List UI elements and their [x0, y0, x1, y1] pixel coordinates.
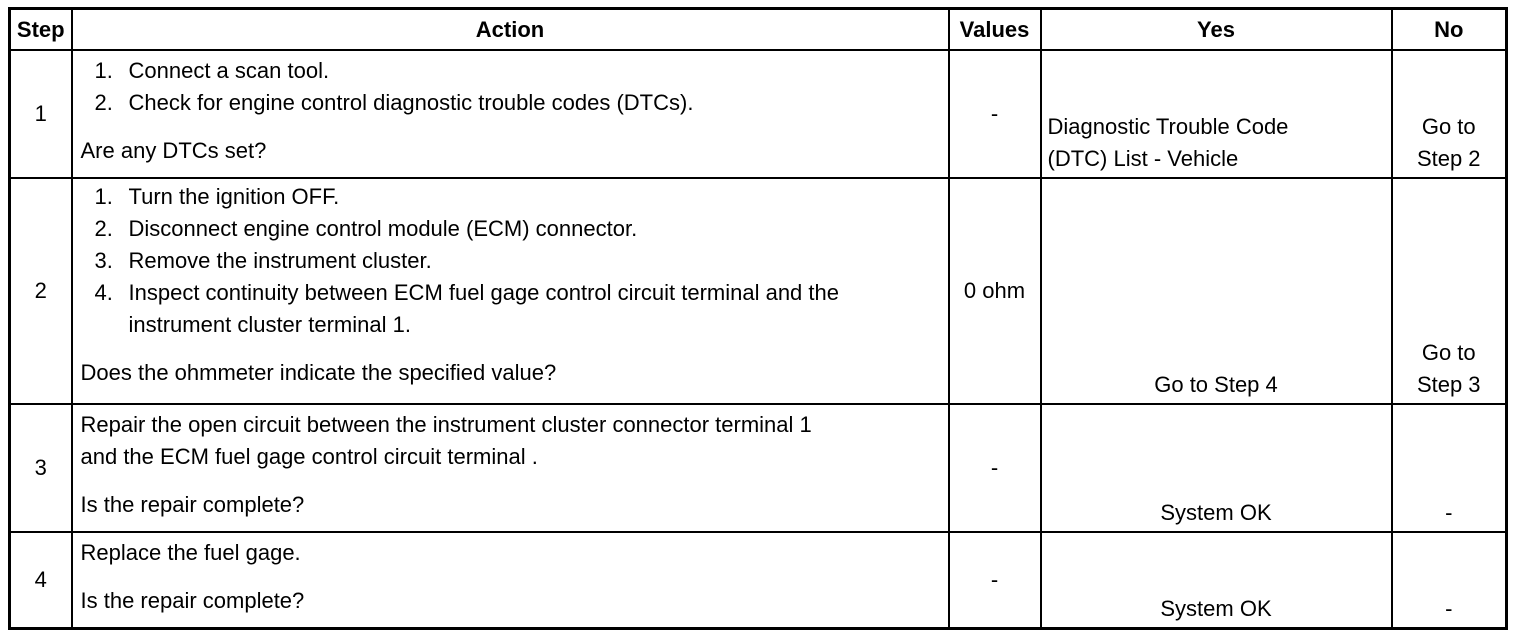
header-step: Step [10, 9, 72, 51]
step-number: 1 [10, 50, 72, 178]
step-number: 4 [10, 532, 72, 628]
header-action: Action [72, 9, 949, 51]
table-row [10, 532, 1507, 628]
action-steps [81, 55, 948, 119]
no-link-line[interactable]: Go to [1421, 114, 1476, 139]
table-row [10, 178, 1507, 404]
header-no: No [1392, 9, 1507, 51]
no-cell: - [1392, 404, 1507, 532]
action-step: 3. Remove the instrument cluster. [94, 248, 432, 273]
no-link-line[interactable]: Go to [1421, 340, 1476, 365]
action-step: 1. Connect a scan tool. [94, 58, 330, 83]
header-row [10, 9, 1507, 51]
action-step: 2. Disconnect engine control module (ECM) connector. [94, 216, 638, 241]
values-cell: - [949, 50, 1041, 178]
action-cell [72, 404, 949, 532]
action-text-line: Replace the fuel gage. [80, 540, 301, 565]
action-question: Does the ohmmeter indicate the specified value? [80, 360, 557, 385]
header-yes: Yes [1041, 9, 1392, 51]
yes-cell[interactable] [1041, 50, 1392, 178]
action-text-line: and the ECM fuel gage control circuit terminal . [80, 444, 538, 469]
no-link-line[interactable]: Step 2 [1416, 146, 1481, 171]
yes-link-line[interactable]: (DTC) List - Vehicle [1047, 146, 1239, 171]
table-row [10, 404, 1507, 532]
action-text-line: Repair the open circuit between the instrument cluster connector terminal 1 [80, 412, 812, 437]
action-question: Is the repair complete? [80, 492, 305, 517]
table-row [10, 50, 1507, 178]
yes-cell[interactable]: System OK [1041, 404, 1392, 532]
no-link-line[interactable]: Step 3 [1416, 372, 1481, 397]
values-cell: - [949, 532, 1041, 628]
action-step: 2. Check for engine control diagnostic trouble codes (DTCs). [94, 90, 694, 115]
action-cell [72, 178, 949, 404]
yes-cell[interactable]: Go to Step 4 [1041, 178, 1392, 404]
no-cell[interactable] [1392, 178, 1507, 404]
action-step: 4. Inspect continuity between ECM fuel gage control circuit terminal and the instrument cluster terminal 1. [94, 280, 839, 337]
step-number: 3 [10, 404, 72, 532]
values-cell: - [949, 404, 1041, 532]
action-question: Are any DTCs set? [80, 138, 267, 163]
no-cell: - [1392, 532, 1507, 628]
no-cell[interactable] [1392, 50, 1507, 178]
values-cell: 0 ohm [949, 178, 1041, 404]
action-question: Is the repair complete? [80, 588, 305, 613]
header-values: Values [949, 9, 1041, 51]
action-cell [72, 50, 949, 178]
action-steps [81, 181, 948, 341]
step-number: 2 [10, 178, 72, 404]
yes-link-line[interactable]: Diagnostic Trouble Code [1047, 114, 1289, 139]
diagnostic-table [8, 7, 1508, 630]
action-step: 1. Turn the ignition OFF. [94, 184, 340, 209]
yes-cell[interactable]: System OK [1041, 532, 1392, 628]
action-cell [72, 532, 949, 628]
